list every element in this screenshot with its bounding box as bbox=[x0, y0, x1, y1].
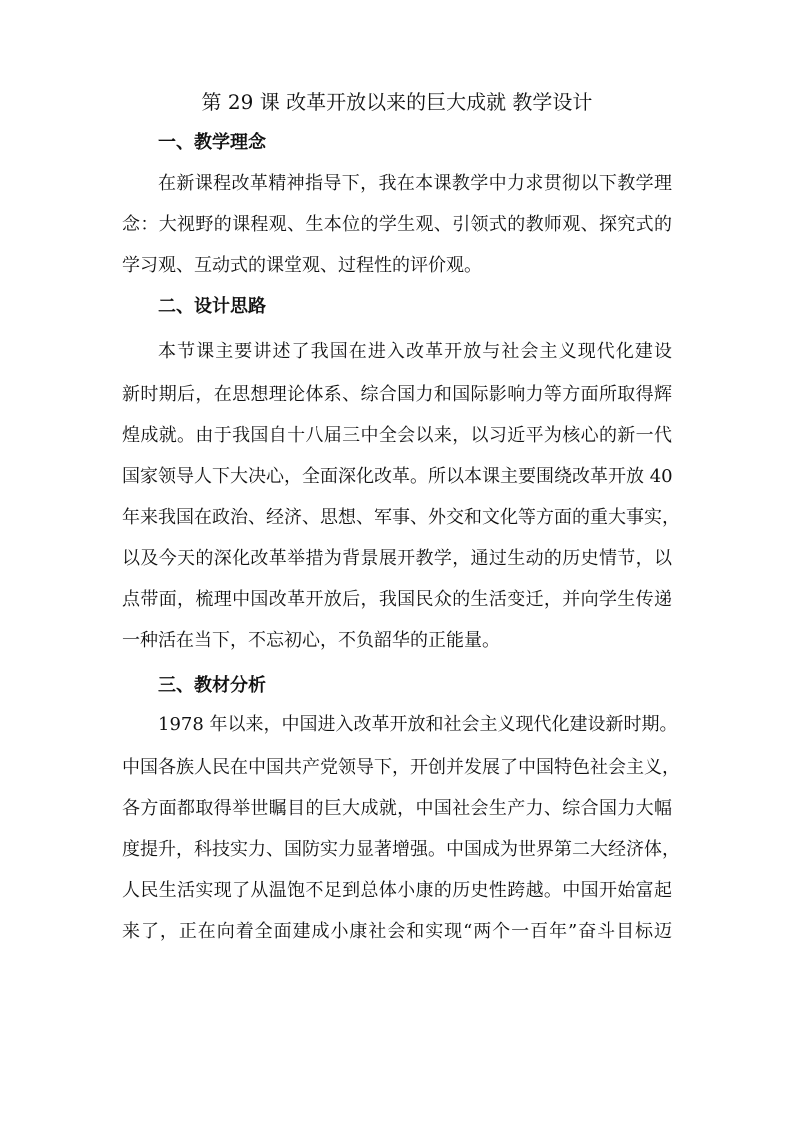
paragraph-line: 念：大视野的课程观、生本位的学生观、引领式的教师观、探究式的 bbox=[122, 214, 672, 235]
paragraph-line: 度提升，科技实力、国防实力显著增强。中国成为世界第二大经济体， bbox=[122, 839, 680, 860]
section-heading: 二、设计思路 bbox=[158, 296, 266, 317]
paragraph-line: 新时期后，在思想理论体系、综合国力和国际影响力等方面所取得辉 bbox=[122, 384, 672, 405]
paragraph-line: 人民生活实现了从温饱不足到总体小康的历史性跨越。中国开始富起 bbox=[122, 880, 672, 901]
paragraph-line: 本节课主要讲述了我国在进入改革开放与社会主义现代化建设 bbox=[158, 341, 672, 362]
paragraph-line: 煌成就。由于我国自十八届三中全会以来，以习近平为核心的新一代 bbox=[122, 425, 672, 446]
paragraph-line: 各方面都取得举世瞩目的巨大成就，中国社会生产力、综合国力大幅 bbox=[122, 798, 672, 819]
paragraph-line: 年来我国在政治、经济、思想、军事、外交和文化等方面的重大事实， bbox=[122, 507, 680, 528]
section-heading: 一、教学理念 bbox=[158, 132, 266, 153]
section-heading: 三、教材分析 bbox=[158, 675, 266, 696]
paragraph-line: 点带面，梳理中国改革开放后，我国民众的生活变迁，并向学生传递 bbox=[122, 589, 672, 610]
document-title: 第 29 课 改革开放以来的巨大成就 教学设计 bbox=[201, 90, 593, 114]
paragraph-line: 国家领导人下大决心，全面深化改革。所以本课主要围绕改革开放 40 bbox=[122, 466, 673, 487]
paragraph-line: 来了，正在向着全面建成小康社会和实现“两个一百年”奋斗目标迈 bbox=[122, 921, 672, 942]
paragraph-line: 学习观、互动式的课堂观、过程性的评价观。 bbox=[122, 255, 482, 276]
paragraph-line: 在新课程改革精神指导下，我在本课教学中力求贯彻以下教学理 bbox=[158, 173, 672, 194]
paragraph-line: 1978 年以来，中国进入改革开放和社会主义现代化建设新时期。 bbox=[158, 714, 678, 735]
paragraph-line: 以及今天的深化改革举措为背景展开教学，通过生动的历史情节，以 bbox=[122, 548, 672, 569]
paragraph-line: 中国各族人民在中国共产党领导下，开创并发展了中国特色社会主义， bbox=[122, 757, 680, 778]
paragraph-line: 一种活在当下，不忘初心，不负韶华的正能量。 bbox=[122, 630, 500, 651]
